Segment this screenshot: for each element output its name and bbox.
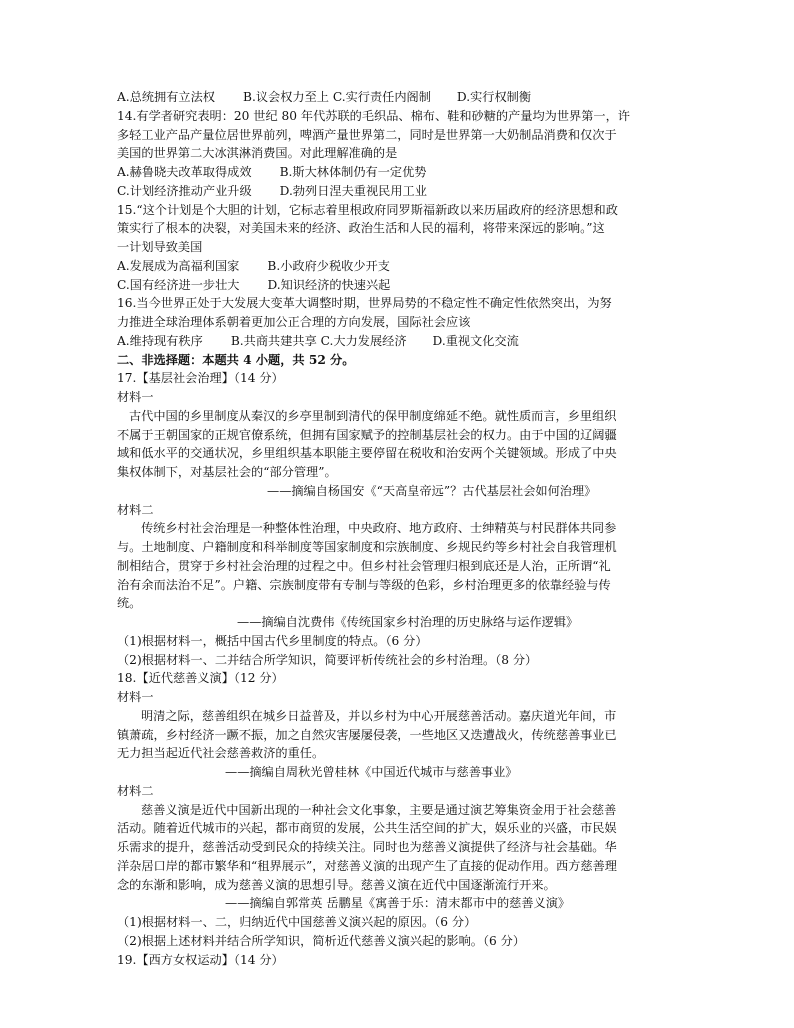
exam-page	[117, 88, 677, 969]
q17-material2-line: 治有余而法治不足”。户籍、宗族制度带有专制与等级的色彩，乡村治理更多的依靠经验与传	[117, 577, 611, 592]
q18-material2-source: ——摘编自郭常英 岳鹏星《寓善于乐：清末都市中的慈善义演》	[225, 896, 571, 911]
q16-stem-line: 16.当今世界正处于大发展大变革大调整时期，世界局势的不稳定性不确定性依然突出，为努	[117, 296, 612, 311]
q17-material1-line: 不属于王朝国家的正规官僚系统，但拥有国家赋予的控制基层社会的权力。由于中国的辽阔疆	[117, 427, 617, 442]
q18-title: 18.【近代慈善义演】（12 分）	[117, 671, 284, 686]
q17-question-1: （1)根据材料一，概括中国古代乡里制度的特点。（6 分）	[117, 633, 428, 648]
q14-option-a: A.赫鲁晓夫改革取得成效	[117, 165, 252, 179]
q13-options	[117, 88, 677, 107]
q16-option-b-c: B.共商共建共享 C.大力发展经济	[230, 333, 407, 348]
q13-option-a: A.总统拥有立法权	[117, 90, 215, 104]
q17-material1-line: 域和低水平的交通状况，乡里组织基本职能主要停留在税收和治安两个关键领域。形成了中央	[117, 446, 617, 461]
q17-material2-line: 传统乡村社会治理是一种整体性治理，中央政府、地方政府、士绅精英与村民群体共同参	[141, 521, 617, 536]
q18-material2-line: 念的东渐和影响，成为慈善义演的思想引导。慈善义演在近代中国逐渐流行开来。	[117, 877, 556, 892]
q18-material2-line: 慈善义演是近代中国新出现的一种社会文化事象，主要是通过演艺筹集资金用于社会慈善	[141, 802, 617, 817]
q17-material2-line: 与。土地制度、户籍制度和科举制度等国家制度和宗族制度、乡规民约等乡村社会自我管理机	[117, 540, 617, 554]
q18-material2-label: 材料二	[117, 783, 154, 798]
q17-material2-line: 统。	[117, 596, 142, 611]
q18-material2-line: 乐需求的提升，慈善活动受到民众的持续关注。同时也为慈善义演提供了经济与社会基础。华	[117, 840, 617, 854]
q16-stem-line: 力推进全球治理体系朝着更加公正合理的方向发展，国际社会应该	[117, 315, 471, 329]
q16-option-a: A.维持现有秩序	[117, 333, 203, 348]
q13-option-b-c: B.议会权力至上 C.实行责任内阁制	[243, 90, 431, 104]
q15-options-row1	[117, 257, 677, 276]
q18-material2-line: 活动。随着近代城市的兴起，都市商贸的发展，公共生活空间的扩大，娱乐业的兴盛，市民娱	[117, 821, 617, 836]
q15-option-b: B.小政府少税收少开支	[267, 258, 390, 273]
q18-material1-label: 材料一	[117, 690, 154, 704]
q14-stem-line: 多轻工业产品产量位居世界前列，啤酒产量世界第二，同时是世界第一大奶制品消费和仅次于	[117, 127, 617, 142]
q17-title: 17.【基层社会治理】（14 分）	[117, 371, 284, 386]
q14-options-row2	[117, 182, 677, 201]
q15-stem-line: 15.“这个计划是个大胆的计划，它标志着里根政府同罗斯福新政以来历届政府的经济思想和政	[117, 202, 618, 217]
q18-question-2: （2)根据上述材料并结合所学知识，简析近代慈善义演兴起的影响。（6 分）	[117, 933, 526, 948]
q18-material1-source: ——摘编自周秋光曾桂林《中国近代城市与慈善事业》	[225, 765, 518, 779]
q17-material1-line: 集权体制下，对基层社会的“部分管理”。	[117, 465, 337, 479]
q19-title: 19.【西方女权运动】（14 分）	[117, 952, 284, 967]
section-heading: 二、非选择题：本题共 4 小题，共 52 分。	[117, 352, 355, 367]
q18-material2-line: 洋杂居口岸的都市繁华和“租界展示”，对慈善义演的出现产生了直接的促动作用。西方慈善理	[117, 858, 617, 873]
q17-material2-line: 制相结合，贯穿于乡村社会治理的过程之中。但乡村社会管理归根到底还是人治，正所谓“礼	[117, 558, 611, 573]
q14-options-row1	[117, 163, 677, 182]
q16-options	[117, 332, 677, 351]
q17-material2-source: ——摘编自沈费伟《传统国家乡村治理的历史脉络与运作逻辑》	[237, 615, 579, 629]
q14-stem-line: 美国的世界第二大冰淇淋消费国。对此理解准确的是	[117, 146, 398, 161]
q15-options-row2	[117, 276, 677, 295]
q13-option-d: D.实行权制衡	[456, 90, 532, 104]
q16-option-d: D.重视文化交流	[432, 333, 519, 348]
q18-material1-line: 镇萧疏，乡村经济一蹶不振，加之自然灾害屡屡侵袭，一些地区又迭遭战火，传统慈善事业已	[117, 727, 617, 742]
q15-option-d: D.知识经济的快速兴起	[267, 277, 391, 292]
q17-material2-label: 材料二	[117, 502, 154, 517]
q14-stem-line: 14.有学者研究表明：20 世纪 80 年代苏联的毛织品、棉布、鞋和砂糖的产量均为世界第一，许	[117, 108, 630, 123]
q17-material1-label: 材料一	[117, 390, 154, 404]
q17-material1-line: 古代中国的乡里制度从秦汉的乡亭里制到清代的保甲制度绵延不绝。就性质而言，乡里组织	[129, 408, 617, 423]
q14-option-c: C.计划经济推动产业升级	[117, 183, 252, 198]
q17-material1-source: ——摘编自杨国安《“天高皇帝远”？古代基层社会如何治理》	[267, 483, 597, 498]
q17-question-2: （2)根据材料一、二并结合所学知识，简要评析传统社会的乡村治理。（8 分）	[117, 652, 538, 667]
q18-material1-line: 无力担当起近代社会慈善救济的重任。	[117, 746, 325, 761]
q15-stem-line: 策实行了根本的决裂，对美国未来的经济、政治生活和人民的福利，将带来深远的影响。”这	[117, 221, 605, 236]
q15-option-c: C.国有经济进一步壮大	[117, 277, 240, 292]
q14-option-d: D.勃列日涅夫重视民用工业	[279, 183, 427, 198]
q14-option-b: B.斯大林体制仍有一定优势	[279, 165, 427, 179]
q18-question-1: （1)根据材料一、二，归纳近代中国慈善义演兴起的原因。（6 分）	[117, 915, 477, 929]
q15-option-a: A.发展成为高福利国家	[117, 258, 240, 273]
q18-material1-line: 明清之际，慈善组织在城乡日益普及，并以乡村为中心开展慈善活动。嘉庆道光年间，市	[141, 708, 617, 723]
q15-stem-line: 一计划导致美国	[117, 240, 203, 254]
